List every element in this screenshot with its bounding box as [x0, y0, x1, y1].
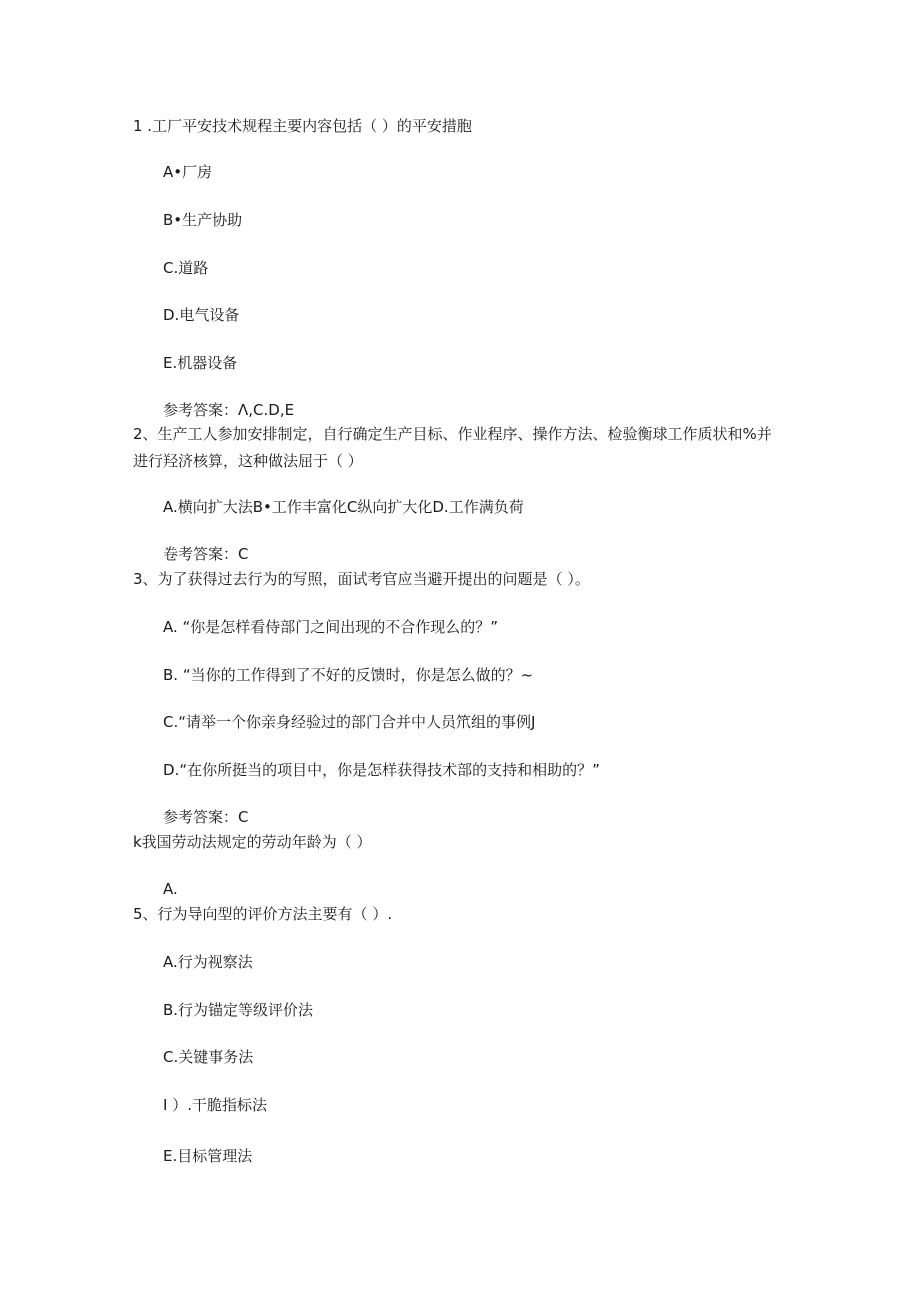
- question-4-stem: k我国劳动法规定的劳动年龄为（ ）: [133, 833, 372, 851]
- question-2-stem-line-2: 进行羟济核算，这种做法屈于（ ）: [133, 452, 363, 470]
- question-4-option-a: A.: [163, 880, 178, 898]
- question-5-option-c: C.关键事务法: [163, 1048, 254, 1066]
- question-5-option-e: E.目标管理法: [163, 1147, 253, 1165]
- question-3-option-a: A. “你是怎样看侍部门之间出现的不合作现么的？”: [163, 618, 499, 636]
- question-5-option-d: I ）.干脆指标法: [163, 1096, 267, 1114]
- question-1-option-a: A•厂房: [163, 163, 213, 181]
- question-3-option-d: D.“在你所挺当的项目中，你是怎样获得技术部的支持和相助的？”: [163, 761, 600, 779]
- question-1-stem: 1 .工厂平安技术规程主要内容包括（ ）的平安措胞: [133, 117, 472, 135]
- question-3-answer: 参考答案：C: [163, 808, 249, 826]
- question-5-option-b: B.行为锚定等级评价法: [163, 1001, 314, 1019]
- question-3-option-b: B. “当你的工作得到了不好的反馈时，你是怎么做的？~: [163, 666, 534, 684]
- question-2-stem-line-1: 2、生产工人参加安排制定，自行确定生产目标、作业程序、操作方法、检验衡球工作质状和%并: [133, 425, 772, 443]
- question-2-answer: 卷考答案：C: [163, 545, 249, 563]
- question-1-option-e: E.机器设备: [163, 354, 238, 372]
- question-1-option-c: C.道路: [163, 259, 209, 277]
- question-3-option-c: C.“请举一个你亲身经验过的部门合并中人员笊组的事例J: [163, 713, 536, 731]
- question-1-option-b: B•生产协助: [163, 211, 243, 229]
- question-1-option-d: D.电气设备: [163, 306, 240, 324]
- question-2-options: A.横向扩大法B•工作丰富化C纵向扩大化D.工作满负荷: [163, 498, 524, 516]
- question-5-option-a: A.行为视察法: [163, 953, 253, 971]
- question-5-stem: 5、行为导向型的评价方法主要有（ ）.: [133, 905, 393, 923]
- question-3-stem: 3、为了获得过去行为的写照，面试考官应当避开提出的问题是（ ）。: [133, 570, 590, 588]
- question-1-answer: 参考答案：Λ,C.D,E: [163, 401, 295, 419]
